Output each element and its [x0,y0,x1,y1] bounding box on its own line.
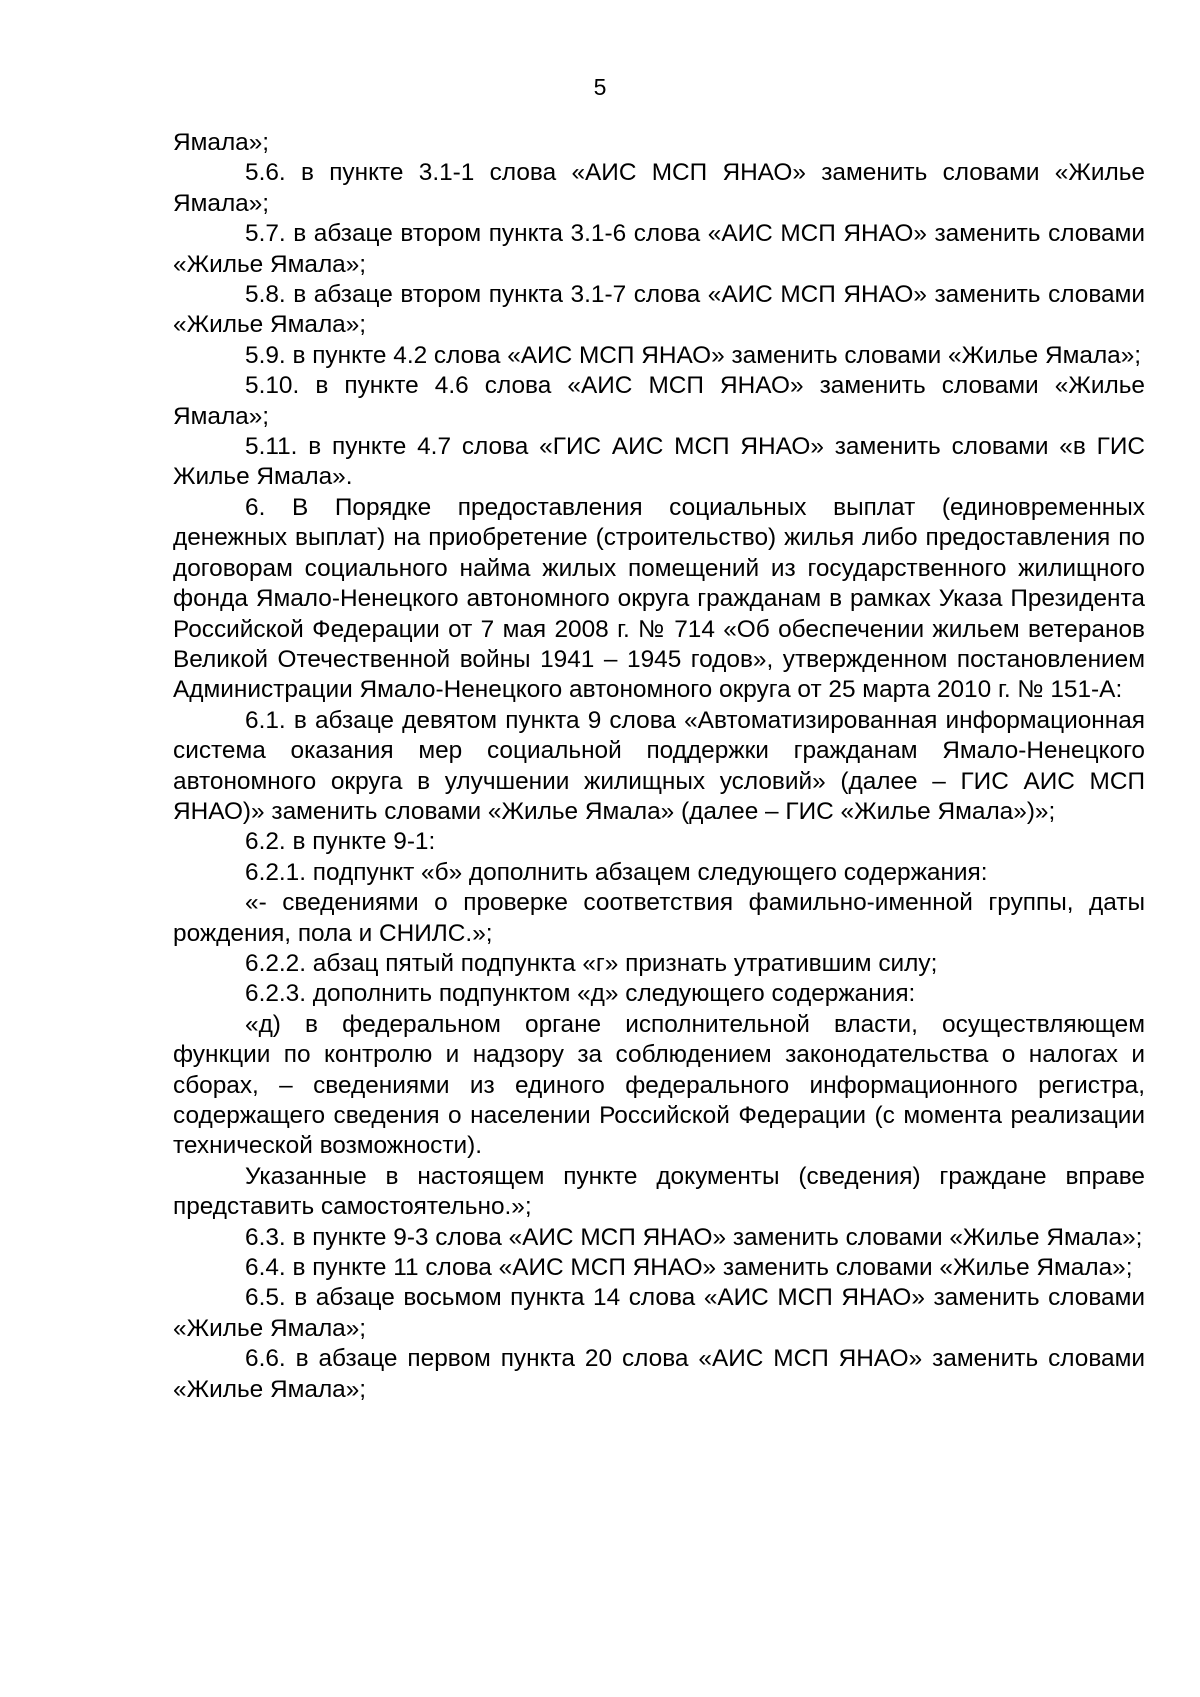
paragraph-6-5: 6.5. в абзаце восьмом пункта 14 слова «АИС МСП ЯНАО» заменить словами «Жилье Ямала»; [173,1284,1145,1342]
paragraph-6-2-3: 6.2.3. дополнить подпунктом «д» следующего содержания: [245,980,916,1008]
paragraph-5-7: 5.7. в абзаце втором пункта 3.1-6 слова «АИС МСП ЯНАО» заменить словами «Жилье Ямала»; [173,220,1145,278]
paragraph-quote-snils: «- сведениями о проверке соответствия фамильно-именной группы, даты рождения, пола и СНИЛС.»; [173,889,1145,947]
paragraph-6-2: 6.2. в пункте 9-1: [245,828,436,856]
paragraph-continuation: Ямала»; [173,129,270,156]
paragraph-6: 6. В Порядке предоставления социальных выплат (единовременных денежных выплат) на приобретение (строительство) жилья либо предоставления по договорам социального найма жилых помещений из государственного жилищного фонда Ямало-Ненецкого автономного округа гражданам в рамках Указа Президента Российской Федерации от 7 мая 2008 г. № 714 «Об обеспечении жильем ветеранов Великой Отечественной войны 1941 – 1945 годов», утвержденном постановлением Администрации Ямало-Ненецкого автономного округа от 25 марта 2010 г. № 151-А: [173,493,1145,704]
paragraph-5-11: 5.11. в пункте 4.7 слова «ГИС АИС МСП ЯНАО» заменить словами «в ГИС Жилье Ямала». [173,433,1145,491]
paragraph-documents-note: Указанные в настоящем пункте документы (сведения) граждане вправе представить самостоятельно.»; [173,1162,1145,1221]
paragraph-quote-d: «д) в федеральном органе исполнительной власти, осуществляющем функции по контролю и надзору за соблюдением законодательства о налогах и сборах, – сведениями из единого федерального информационного регистра, содержащего сведения о населении Российской Федерации (с момента реализации технической возможности). [173,1010,1145,1160]
paragraph-6-1: 6.1. в абзаце девятом пункта 9 слова «Автоматизированная информационная система оказания мер социальной поддержки гражданам Ямало-Ненецкого автономного округа в улучшении жилищных условий» (далее – ГИС АИС МСП ЯНАО)» заменить словами «Жилье Ямала» (далее – ГИС «Жилье Ямала»)»; [173,706,1145,825]
paragraph-6-6: 6.6. в абзаце первом пункта 20 слова «АИС МСП ЯНАО» заменить словами «Жилье Ямала»; [173,1345,1145,1403]
paragraph-5-9: 5.9. в пункте 4.2 слова «АИС МСП ЯНАО» заменить словами «Жилье Ямала»; [245,341,1142,369]
page-number: 5 [593,74,607,100]
document-body [173,128,1145,1405]
paragraph-5-10: 5.10. в пункте 4.6 слова «АИС МСП ЯНАО» заменить словами «Жилье Ямала»; [173,372,1145,430]
paragraph-6-3: 6.3. в пункте 9-3 слова «АИС МСП ЯНАО» заменить словами «Жилье Ямала»; [245,1223,1143,1251]
paragraph-5-8: 5.8. в абзаце втором пункта 3.1-7 слова «АИС МСП ЯНАО» заменить словами «Жилье Ямала»; [173,281,1145,339]
paragraph-6-2-1: 6.2.1. подпункт «б» дополнить абзацем следующего содержания: [245,858,988,886]
paragraph-5-6: 5.6. в пункте 3.1-1 слова «АИС МСП ЯНАО» заменить словами «Жилье Ямала»; [173,159,1145,217]
paragraph-6-4: 6.4. в пункте 11 слова «АИС МСП ЯНАО» заменить словами «Жилье Ямала»; [245,1254,1133,1282]
paragraph-6-2-2: 6.2.2. абзац пятый подпункта «г» признать утратившим силу; [245,949,938,977]
